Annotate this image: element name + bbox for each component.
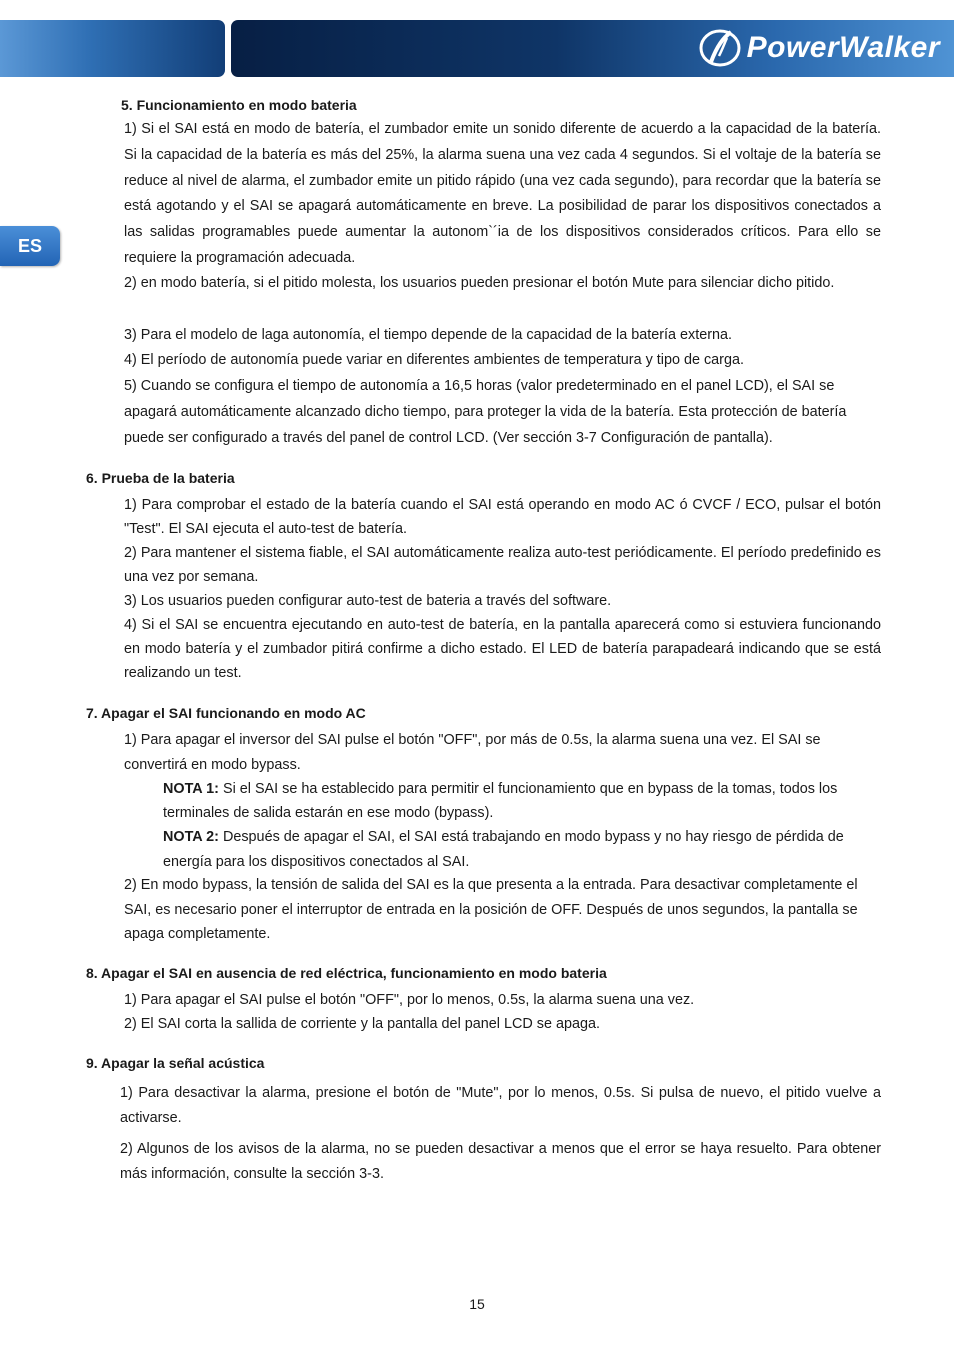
page-number: 15	[469, 1296, 485, 1312]
section6-para3: 3) Los usuarios pueden configurar auto-test de bateria a través del software.	[124, 593, 612, 609]
section9-para1: 1) Para desactivar la alarma, presione el botón de "Mute", por lo menos, 0.5s. Si pulsa de nuevo, el pitido vuelve a activarse.	[120, 1085, 881, 1126]
section5-para3: 3) Para el modelo de laga autonomía, el tiempo depende de la capacidad de la batería externa.	[124, 327, 733, 343]
note1-label: NOTA 1:	[163, 781, 219, 797]
note1-text: Si el SAI se ha establecido para permitir el funcionamiento que en bypass de la tomas, todos los terminales de salida estarán en ese modo (bypass).	[163, 781, 838, 821]
language-tab[interactable]: ES	[0, 226, 60, 266]
section7-para1: 1) Para apagar el inversor del SAI pulse el botón "OFF", por más de 0.5s, la alarma suena una vez. El SAI se convertirá en modo bypass.	[124, 732, 821, 773]
section8-title: 8. Apagar el SAI en ausencia de red eléctrica, funcionamiento en modo bateria	[86, 965, 607, 981]
section8-para2: 2) El SAI corta la sallida de corriente y la pantalla del panel LCD se apaga.	[124, 1016, 600, 1032]
powerwalker-logo	[697, 24, 940, 72]
brand-name: PowerWalker	[746, 31, 940, 64]
section9-title: 9. Apagar la señal acústica	[86, 1055, 265, 1071]
section5-para4: 4) El período de autonomía puede variar en diferentes ambientes de temperatura y tipo de carga.	[124, 352, 744, 368]
section7-title: 7. Apagar el SAI funcionando en modo AC	[86, 705, 366, 721]
section5-para2: 2) en modo batería, si el pitido molesta, los usuarios pueden presionar el botón Mute para silenciar dicho pitido.	[124, 275, 835, 291]
section7-note1	[163, 777, 881, 825]
section5-para5: 5) Cuando se configura el tiempo de autonomía a 16,5 horas (valor predeterminado en el panel LCD), el SAI se apagará automáticamente alcanzado dicho tiempo, para proteger la vida de la batería. Esta protección de batería puede ser configurado a través del panel de control LCD. (Ver sección 3-7 Configuración de pantalla).	[124, 378, 847, 446]
section6-title: 6. Prueba de la bateria	[86, 470, 235, 486]
section5-para1: 1) Si el SAI está en modo de batería, el zumbador emite un sonido diferente de acuerdo a la capacidad de la batería. Si la capacidad de la batería es más del 25%, la alarma suena una vez cada 4 segundos. Si el voltaje de la batería se reduce al nivel de alarma, el zumbador emite un pitido rápido (una vez cada segundo), para recordar que la batería se está agotando y el SAI se apagará automáticamente en breve. La posibilidad de parar los dispositivos conectados a las salidas programables puede aumentar la autonom`´ia de los dispositivos considerados críticos. Para ello se requiere la programación adecuada.	[124, 121, 881, 266]
section9-para2: 2) Algunos de los avisos de la alarma, no se pueden desactivar a menos que el error se haya resuelto. Para obtener más información, consulte la sección 3-3.	[120, 1141, 881, 1182]
note2-text: Después de apagar el SAI, el SAI está trabajando en modo bypass y no hay riesgo de pérdida de energía para los dispositivos conectados al SAI.	[163, 829, 844, 870]
power-swirl-icon	[697, 26, 743, 70]
section7-para2: 2) En modo bypass, la tensión de salida del SAI es la que presenta a la entrada. Para desactivar completamente el SAI, es necesario poner el interruptor de entrada en la posición de OFF. Después de unos segundos, la pantalla se apaga completamente.	[124, 877, 858, 942]
section8-para1: 1) Para apagar el SAI pulse el botón "OFF", por lo menos, 0.5s, la alarma suena una vez.	[124, 992, 695, 1008]
note2-label: NOTA 2:	[163, 829, 219, 845]
section5-title: 5. Funcionamiento en modo bateria	[121, 97, 357, 113]
section6-para4: 4) Si el SAI se encuentra ejecutando en auto-test de batería, en la pantalla aparecerá como si estuviera funcionando en modo batería y el zumbador pitirá confirme a dicho estado. El LED de batería parapadeará indicando que se está realizando un test.	[124, 617, 881, 681]
section6-para2: 2) Para mantener el sistema fiable, el SAI automáticamente realiza auto-test periódicamente. El período predefinido es una vez por semana.	[124, 545, 881, 585]
section7-note2	[163, 825, 881, 874]
section6-para1: 1) Para comprobar el estado de la batería cuando el SAI está operando en modo AC ó CVCF / ECO, pulsar el botón "Test". El SAI ejecuta el auto-test de batería.	[124, 497, 881, 537]
header-banner-left	[0, 20, 225, 77]
